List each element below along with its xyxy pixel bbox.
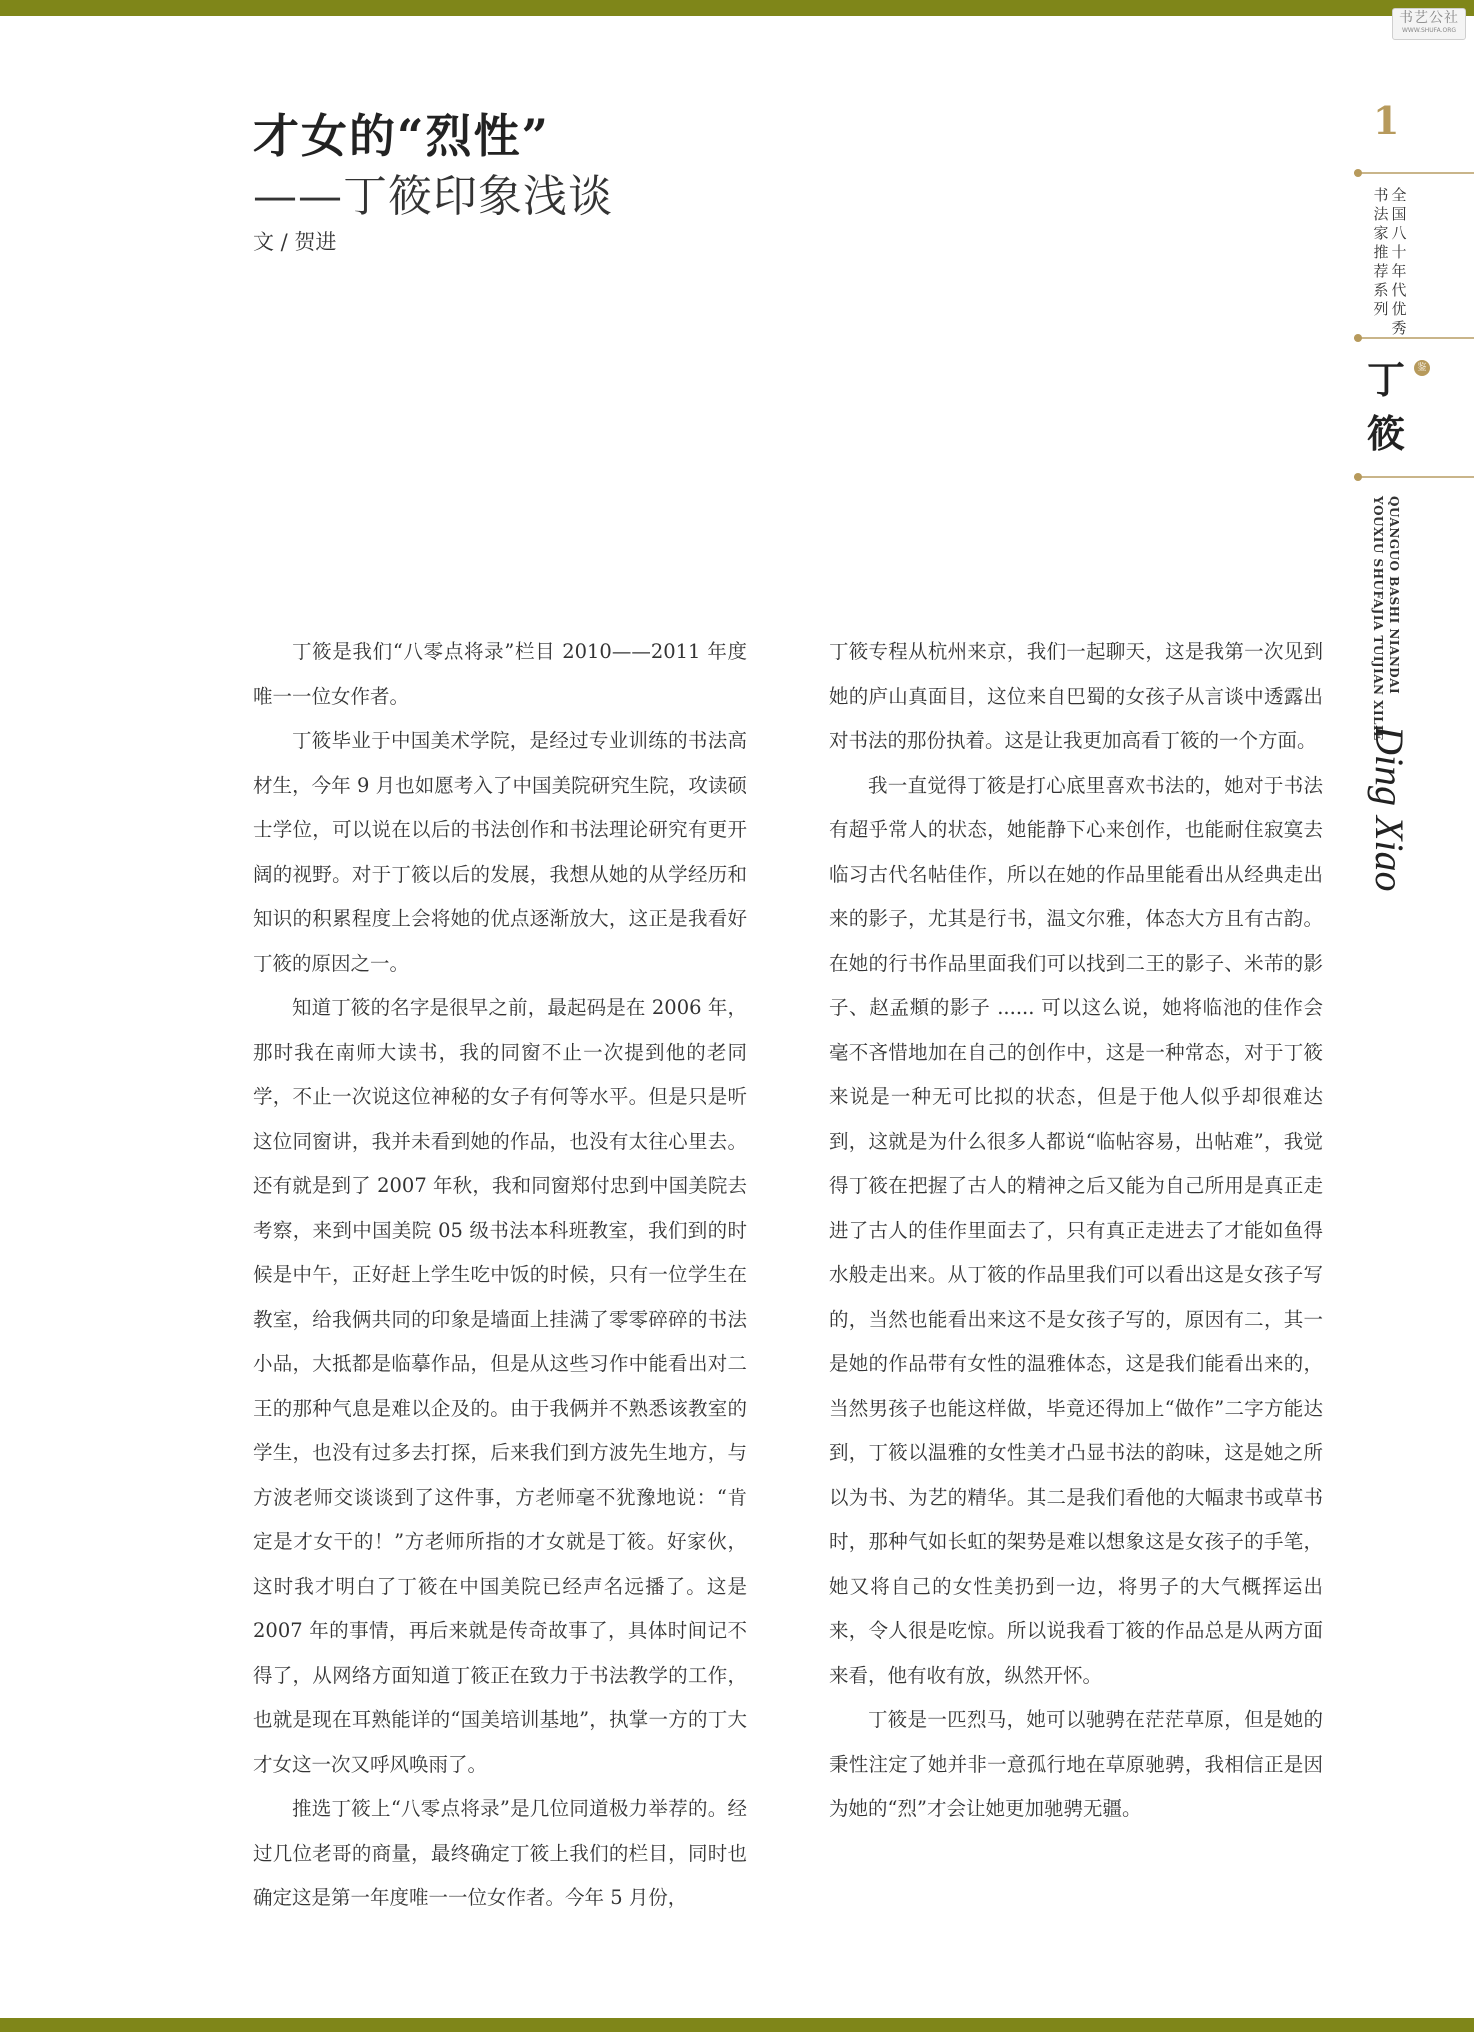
logo-text: 书艺公社 xyxy=(1399,10,1459,26)
bottom-color-band xyxy=(0,2018,1474,2032)
divider-dot xyxy=(1354,169,1362,177)
logo-url: WWW.SHUFA.ORG xyxy=(1401,27,1457,34)
paragraph: 丁筱是我们“八零点将录”栏目 2010——2011 年度唯一一位女作者。 xyxy=(253,640,747,708)
left-column xyxy=(253,630,747,1921)
divider-dot xyxy=(1354,473,1362,481)
paragraph: 我一直觉得丁筱是打心底里喜欢书法的，她对于书法有超乎常人的状态，她能静下心来创作，也能耐住寂寞去临习古代名帖佳作，所以在她的作品里能看出从经典走出来的影子，尤其是行书，温文尔雅，体态大方且有古韵。在她的行书作品里面我们可以找到二王的影子、米芾的影子、赵孟頫的影子 ...... 可以这么说，她将临池的佳作会毫不吝惜地加在自己的创作中，这是一种常态，对于丁筱来说是一种无可比拟的状态，但是于他人似乎却很难达到，这就是为什么很多人都说“临帖容易，出帖难”，我觉得丁筱在把握了古人的精神之后又能为自己所用是真正走进了古人的佳作里面去了，只有真正走进去了才能如鱼得水般走出来。从丁筱的作品里我们可以看出这是女孩子写的，当然也能看出来这不是女孩子写的，原因有二，其一是她的作品带有女性的温雅体态，这是我们能看出来的，当然男孩子也能这样做，毕竟还得加上“做作”二字方能达到，丁筱以温雅的女性美才凸显书法的韵味，这是她之所以为书、为艺的精华。其二是我们看他的大幅隶书或草书时，那种气如长虹的架势是难以想象这是女孩子的手笔，她又将自己的女性美扔到一边，将男子的大气概挥运出来，令人很是吃惊。所以说我看丁筱的作品总是从两方面来看，他有收有放，纵然开怀。 xyxy=(829,773,1323,1687)
pinyin-line-1: QUANGUO BASHI NIANDAI xyxy=(1387,496,1401,695)
right-column xyxy=(829,630,1323,1832)
paragraph: 丁筱专程从杭州来京，我们一起聊天，这是我第一次见到她的庐山真面目，这位来自巴蜀的女孩子从言谈中透露出对书法的那份执着。这是让我更加高看丁筱的一个方面。 xyxy=(829,640,1323,752)
page-number: 1 xyxy=(1373,98,1400,143)
pinyin-line-2: YOUXIU SHUFAJIA TUIJIAN XILIE xyxy=(1371,496,1385,741)
site-logo[interactable] xyxy=(1392,8,1466,40)
article-subtitle: ——丁筱印象浅谈 xyxy=(253,171,613,222)
series-pinyin xyxy=(1370,496,1402,741)
seal-mark: 鉴 xyxy=(1414,360,1430,376)
artist-english-name: Ding Xiao xyxy=(1367,726,1412,892)
paragraph: 丁筱毕业于中国美术学院，是经过专业训练的书法高材生，今年 9 月也如愿考入了中国美院研究生院，攻读硕士学位，可以说在以后的书法创作和书法理论研究有更开阔的视野。对于丁筱以后的发展，我想从她的从学经历和知识的积累程度上会将她的优点逐渐放大，这正是我看好丁筱的原因之一。 xyxy=(253,729,747,975)
sidebar-divider xyxy=(1354,337,1474,339)
paragraph: 推选丁筱上“八零点将录”是几位同道极力举荐的。经过几位老哥的商量，最终确定丁筱上我们的栏目，同时也确定这是第一年度唯一一位女作者。今年 5 月份， xyxy=(253,1797,747,1909)
paragraph: 丁筱是一匹烈马，她可以驰骋在茫茫草原，但是她的秉性注定了她并非一意孤行地在草原驰骋，我相信正是因为她的“烈”才会让她更加驰骋无疆。 xyxy=(829,1708,1323,1820)
paragraph: 知道丁筱的名字是很早之前，最起码是在 2006 年，那时我在南师大读书，我的同窗不止一次提到他的老同学，不止一次说这位神秘的女子有何等水平。但是只是听这位同窗讲，我并未看到她的作品，也没有太往心里去。还有就是到了 2007 年秋，我和同窗郑付忠到中国美院去考察，来到中国美院 05 级书法本科班教室，我们到的时候是中午，正好赶上学生吃中饭的时候，只有一位学生在教室，给我俩共同的印象是墙面上挂满了零零碎碎的书法小品，大抵都是临摹作品，但是从这些习作中能看出对二王的那种气息是难以企及的。由于我俩并不熟悉该教室的学生，也没有过多去打探，后来我们到方波先生地方，与方波老师交谈谈到了这件事，方老师毫不犹豫地说：“肯定是才女干的！”方老师所指的才女就是丁筱。好家伙，这时我才明白了丁筱在中国美院已经声名远播了。这是 2007 年的事情，再后来就是传奇故事了，具体时间记不得了，从网络方面知道丁筱正在致力于书法教学的工作，也就是现在耳熟能详的“国美培训基地”，执掌一方的丁大才女这一次又呼风唤雨了。 xyxy=(253,996,747,1776)
series-title-col1: 书法家推荐系列 xyxy=(1373,186,1389,318)
sidebar-divider xyxy=(1354,172,1474,174)
top-color-band xyxy=(0,0,1474,16)
divider-dot xyxy=(1354,334,1362,342)
article-author: 文 / 贺进 xyxy=(253,230,337,254)
article-title: 才女的“烈性” xyxy=(253,109,550,163)
sidebar-divider xyxy=(1354,476,1474,478)
artist-name: 丁筱 xyxy=(1367,357,1406,456)
series-title-col2: 全国八十年代优秀 xyxy=(1391,186,1407,337)
